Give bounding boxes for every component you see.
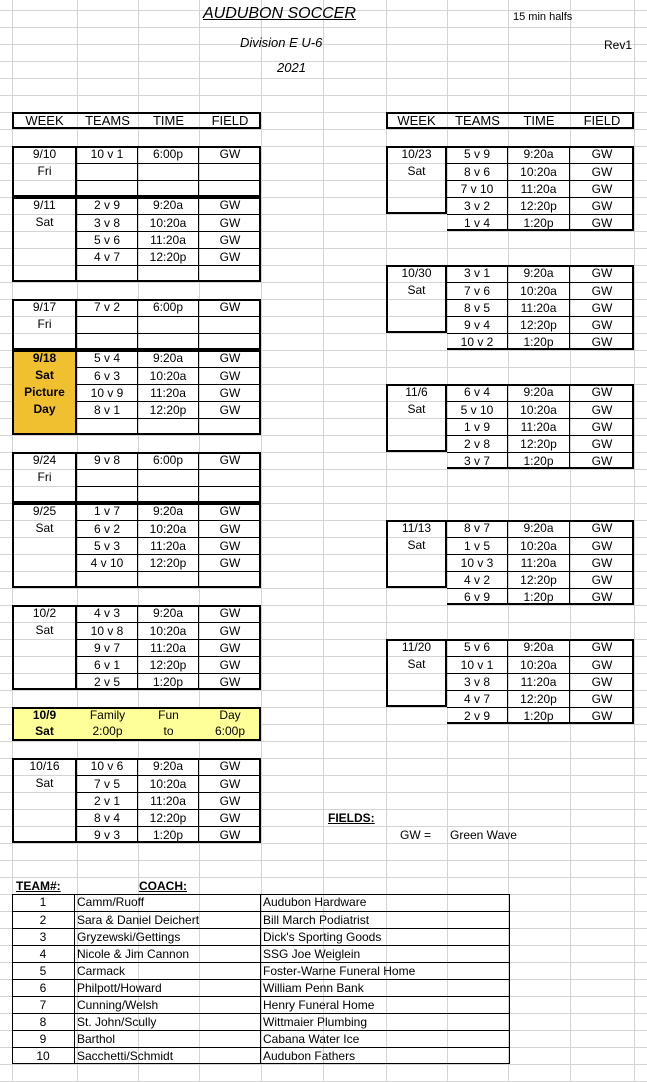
right-11-6-game-time: 10:20a <box>508 401 570 418</box>
team-coach: Cunning/Welsh <box>75 996 261 1013</box>
right-11-13-game-teams: 4 v 2 <box>447 571 508 588</box>
left-9-25-game-teams: 6 v 2 <box>77 520 138 537</box>
right-10-30-week-day: Sat <box>407 283 426 297</box>
right-10-30-game-teams: 7 v 6 <box>447 282 508 299</box>
left-9-17-week-date: 9/17 <box>32 300 57 314</box>
left-9-24-game-time <box>138 486 199 503</box>
left-10-16-game-time: 11:20a <box>138 792 199 809</box>
right-11-13-game-teams: 8 v 7 <box>447 520 508 537</box>
right-10-30-game-teams: 8 v 5 <box>447 299 508 316</box>
right-11-20-week-date: 11/20 <box>401 640 432 654</box>
right-10-30-game-field: GW <box>570 316 634 333</box>
right-11-6-game-field: GW <box>570 418 634 435</box>
family-day-c4: 2:00p <box>92 724 123 738</box>
left-10-2-game-teams: 10 v 8 <box>77 622 138 639</box>
left-9-25-week-date: 9/25 <box>32 504 57 518</box>
left-9-11-game-teams <box>77 265 138 282</box>
left-9-10-game-teams <box>77 163 138 180</box>
left-10-16-week-date: 10/16 <box>29 759 60 773</box>
left-9-25-game-teams: 1 v 7 <box>77 503 138 520</box>
right-11-13-game-time: 11:20a <box>508 554 570 571</box>
left-9-25-week-day: Sat <box>35 521 54 535</box>
right-11-20-game-time: 1:20p <box>508 707 570 724</box>
right-11-20-game-teams: 4 v 7 <box>447 690 508 707</box>
left-header-time: TIME <box>152 113 185 128</box>
right-11-6-game-field: GW <box>570 452 634 469</box>
left-9-18-game-time: 9:20a <box>138 350 199 367</box>
right-10-30-game-time: 12:20p <box>508 316 570 333</box>
team-number: 1 <box>12 894 75 911</box>
left-10-2-game-time: 11:20a <box>138 639 199 656</box>
left-9-24-game-teams: 9 v 8 <box>77 452 138 469</box>
left-9-11-week-day: Sat <box>35 215 54 229</box>
left-9-17-game-time <box>138 316 199 333</box>
left-9-10-game-teams <box>77 180 138 197</box>
right-11-20-game-time: 11:20a <box>508 673 570 690</box>
left-9-25-game-time: 11:20a <box>138 537 199 554</box>
right-11-6-game-time: 12:20p <box>508 435 570 452</box>
left-10-2-game-field: GW <box>199 622 261 639</box>
right-10-30-game-field: GW <box>591 266 613 280</box>
right-11-6-game-time: 11:20a <box>508 418 570 435</box>
revision-label: Rev1 <box>604 38 633 52</box>
family-day-c2: Fun <box>158 708 179 722</box>
right-11-20-game-field: GW <box>570 673 634 690</box>
left-9-11-game-teams: 5 v 6 <box>77 231 138 248</box>
left-header-teams: TEAMS <box>85 113 130 128</box>
family-day-c3: Day <box>219 708 241 722</box>
team-number: 4 <box>12 945 75 962</box>
left-10-16-week-day: Sat <box>35 776 54 790</box>
team-number: 7 <box>12 996 75 1013</box>
left-9-10-game-time: 6:00p <box>138 146 199 163</box>
right-11-6-game-teams: 1 v 9 <box>447 418 508 435</box>
left-10-2-game-time: 9:20a <box>138 605 199 622</box>
right-11-6-game-field: GW <box>591 385 613 399</box>
left-10-16-game-teams: 7 v 5 <box>77 775 138 792</box>
right-10-23-game-time: 11:20a <box>508 180 570 197</box>
left-9-10-game-field <box>199 163 261 180</box>
left-9-11-week-date: 9/11 <box>33 198 56 212</box>
right-11-13-week-date: 11/13 <box>401 521 432 535</box>
right-10-23-game-teams: 5 v 9 <box>447 146 508 163</box>
right-10-23-game-teams: 3 v 2 <box>447 197 508 214</box>
left-10-16-game-teams: 9 v 3 <box>77 826 138 843</box>
team-number-header: TEAM#: <box>16 879 61 893</box>
team-coach: Nicole & Jim Cannon <box>75 945 261 962</box>
left-9-18-game-teams: 5 v 4 <box>77 350 138 367</box>
left-10-2-game-teams: 2 v 5 <box>77 673 138 690</box>
right-11-13-game-field: GW <box>570 554 634 571</box>
team-coach: Carmack <box>75 962 261 979</box>
team-coach: Sacchetti/Schmidt <box>75 1047 261 1064</box>
right-11-20-game-time: 10:20a <box>508 656 570 673</box>
right-10-30-game-field: GW <box>570 299 634 316</box>
team-number: 3 <box>12 928 75 945</box>
right-10-23-game-time: 9:20a <box>508 146 570 163</box>
right-11-13-game-time: 12:20p <box>508 571 570 588</box>
left-9-10-week-date: 9/10 <box>32 147 57 161</box>
left-9-18-week-date: 9/18 <box>32 351 57 365</box>
left-9-18-game-field: GW <box>199 384 261 401</box>
division-label: Division E U-6 <box>240 35 323 50</box>
left-10-16-game-field: GW <box>199 809 261 826</box>
left-9-25-game-time: 10:20a <box>138 520 199 537</box>
team-coach: St. John/Scully <box>75 1013 261 1030</box>
left-9-10-game-field: GW <box>219 147 241 161</box>
left-9-11-game-field: GW <box>199 231 261 248</box>
left-9-10-game-field <box>199 180 261 197</box>
team-sponsor: SSG Joe Weiglein <box>261 945 510 962</box>
team-sponsor: Wittmaier Plumbing <box>261 1013 510 1030</box>
left-9-11-game-time: 9:20a <box>138 197 199 214</box>
left-9-11-game-teams: 3 v 8 <box>77 214 138 231</box>
right-11-13-game-field: GW <box>591 521 613 535</box>
left-10-2-game-field: GW <box>199 673 261 690</box>
family-day-date: 10/9 <box>32 708 57 722</box>
left-10-16-game-field: GW <box>199 826 261 843</box>
left-10-2-game-time: 10:20a <box>138 622 199 639</box>
field-name: Green Wave <box>450 828 517 842</box>
right-10-23-game-teams: 7 v 10 <box>447 180 508 197</box>
left-9-17-game-field <box>199 316 261 333</box>
right-11-20-game-teams: 2 v 9 <box>447 707 508 724</box>
left-10-16-game-time: 1:20p <box>138 826 199 843</box>
team-sponsor: Audubon Fathers <box>261 1047 510 1064</box>
right-11-13-game-time: 9:20a <box>508 520 570 537</box>
left-9-11-game-time: 12:20p <box>138 248 199 265</box>
left-9-18-game-time: 10:20a <box>138 367 199 384</box>
left-9-18-game-teams: 10 v 9 <box>77 384 138 401</box>
left-9-18-game-time: 11:20a <box>138 384 199 401</box>
left-9-18-game-teams <box>77 418 138 435</box>
team-sponsor: Bill March Podiatrist <box>261 911 510 928</box>
team-sponsor: William Penn Bank <box>261 979 510 996</box>
left-9-17-game-teams <box>77 316 138 333</box>
right-10-30-game-teams: 3 v 1 <box>447 265 508 282</box>
left-9-25-game-teams: 5 v 3 <box>77 537 138 554</box>
right-11-20-game-field: GW <box>570 690 634 707</box>
halves-note: 15 min halfs <box>513 11 573 23</box>
right-11-13-week-day: Sat <box>407 538 426 552</box>
team-sponsor: Cabana Water Ice <box>261 1030 510 1047</box>
right-11-6-week-day: Sat <box>407 402 426 416</box>
left-9-25-game-field: GW <box>199 520 261 537</box>
right-header-time: TIME <box>523 113 555 128</box>
left-10-16-game-field: GW <box>199 792 261 809</box>
left-9-17-game-field: GW <box>219 300 241 314</box>
left-10-2-game-field: GW <box>199 639 261 656</box>
left-10-2-game-teams: 9 v 7 <box>77 639 138 656</box>
left-9-25-game-teams <box>77 571 138 588</box>
left-10-16-game-teams: 2 v 1 <box>77 792 138 809</box>
left-9-17-game-teams <box>77 333 138 350</box>
left-9-11-game-teams: 4 v 7 <box>77 248 138 265</box>
left-9-10-game-time <box>138 180 199 197</box>
left-9-18-week-note-line-2: Day <box>33 402 56 416</box>
left-9-25-game-time: 9:20a <box>138 503 199 520</box>
left-10-16-game-time: 12:20p <box>138 809 199 826</box>
left-9-18-week-note-line-1: Picture <box>24 385 65 399</box>
family-day-c1: Family <box>89 708 126 722</box>
team-coach: Gryzewski/Gettings <box>75 928 261 945</box>
family-day-c5: to <box>163 724 174 738</box>
right-11-6-game-teams: 5 v 10 <box>447 401 508 418</box>
left-9-24-week-date: 9/24 <box>32 453 57 467</box>
right-11-6-game-teams: 2 v 8 <box>447 435 508 452</box>
left-10-2-game-field: GW <box>219 606 241 620</box>
right-11-20-game-field: GW <box>570 656 634 673</box>
right-10-23-week-day: Sat <box>407 164 426 178</box>
left-9-11-game-field: GW <box>219 198 241 212</box>
team-sponsor: Foster-Warne Funeral Home <box>261 962 510 979</box>
left-9-11-game-field <box>199 265 261 282</box>
right-11-6-game-teams: 3 v 7 <box>447 452 508 469</box>
right-header-teams: TEAMS <box>455 113 500 128</box>
left-9-18-week-day: Sat <box>35 368 54 382</box>
left-10-2-game-teams: 4 v 3 <box>77 605 138 622</box>
right-11-6-game-teams: 6 v 4 <box>447 384 508 401</box>
left-9-25-game-teams: 4 v 10 <box>77 554 138 571</box>
left-10-2-week-date: 10/2 <box>32 606 57 620</box>
left-9-10-game-time <box>138 163 199 180</box>
team-number: 10 <box>12 1047 75 1064</box>
team-sponsor: Audubon Hardware <box>263 895 367 909</box>
left-9-25-game-field: GW <box>199 537 261 554</box>
left-9-25-game-field: GW <box>199 554 261 571</box>
left-10-2-game-time: 12:20p <box>138 656 199 673</box>
left-9-24-game-time <box>138 469 199 486</box>
right-header-week: WEEK <box>397 113 436 128</box>
left-9-24-game-teams <box>77 469 138 486</box>
left-9-11-game-time <box>138 265 199 282</box>
left-9-24-game-field <box>199 486 261 503</box>
left-10-16-game-time: 10:20a <box>138 775 199 792</box>
left-9-10-week-day: Fri <box>37 164 52 178</box>
right-10-23-game-time: 10:20a <box>508 163 570 180</box>
left-9-17-game-time <box>138 333 199 350</box>
year-label: 2021 <box>277 60 306 75</box>
team-sponsor: Henry Funeral Home <box>261 996 510 1013</box>
field-code: GW = <box>400 828 432 842</box>
left-9-24-game-field: GW <box>219 453 241 467</box>
left-10-2-game-field: GW <box>199 656 261 673</box>
family-day-day: Sat <box>35 724 54 738</box>
right-11-6-game-time: 9:20a <box>508 384 570 401</box>
right-10-23-game-field: GW <box>570 180 634 197</box>
left-9-24-game-time: 6:00p <box>138 452 199 469</box>
left-10-2-week-day: Sat <box>35 623 54 637</box>
right-11-13-game-field: GW <box>570 571 634 588</box>
family-day-c6: 6:00p <box>214 724 246 738</box>
left-header-week: WEEK <box>25 113 64 128</box>
left-9-24-week-day: Fri <box>37 470 52 484</box>
right-11-6-game-field: GW <box>570 401 634 418</box>
right-11-6-game-field: GW <box>570 435 634 452</box>
right-10-23-game-field: GW <box>591 147 613 161</box>
left-10-16-game-teams: 10 v 6 <box>77 758 138 775</box>
left-9-18-game-teams: 8 v 1 <box>77 401 138 418</box>
right-11-20-week-day: Sat <box>407 657 426 671</box>
team-sponsor: Dick's Sporting Goods <box>261 928 510 945</box>
right-11-20-game-teams: 3 v 8 <box>447 673 508 690</box>
right-11-13-game-time: 1:20p <box>508 588 570 605</box>
page-title: AUDUBON SOCCER <box>203 5 356 22</box>
right-11-20-game-time: 12:20p <box>508 690 570 707</box>
right-10-23-game-teams: 8 v 6 <box>447 163 508 180</box>
left-9-17-game-teams: 7 v 2 <box>77 299 138 316</box>
left-9-25-game-time <box>138 571 199 588</box>
left-9-11-game-time: 11:20a <box>138 231 199 248</box>
left-10-16-game-time: 9:20a <box>138 758 199 775</box>
left-9-18-game-time: 12:20p <box>138 401 199 418</box>
left-10-16-game-teams: 8 v 4 <box>77 809 138 826</box>
left-9-25-game-field <box>199 571 261 588</box>
team-coach: Sara & Daniel Deichert <box>75 911 261 928</box>
left-10-16-game-field: GW <box>219 759 241 773</box>
team-number: 9 <box>12 1030 75 1047</box>
right-10-23-game-field: GW <box>570 163 634 180</box>
right-11-13-game-time: 10:20a <box>508 537 570 554</box>
right-10-30-game-field: GW <box>570 282 634 299</box>
right-10-23-game-time: 12:20p <box>508 197 570 214</box>
right-11-20-game-time: 9:20a <box>508 639 570 656</box>
left-9-17-game-field <box>199 333 261 350</box>
right-10-30-game-teams: 9 v 4 <box>447 316 508 333</box>
team-coach: Barthol <box>75 1030 261 1047</box>
coach-header: COACH: <box>139 879 187 893</box>
left-header-field: FIELD <box>211 113 249 128</box>
left-10-2-game-teams: 6 v 1 <box>77 656 138 673</box>
right-11-13-game-field: GW <box>570 588 634 605</box>
right-header-field: FIELD <box>583 113 621 128</box>
right-10-30-week-date: 10/30 <box>401 266 432 280</box>
right-11-13-game-field: GW <box>570 537 634 554</box>
team-number: 8 <box>12 1013 75 1030</box>
right-11-20-game-field: GW <box>570 707 634 724</box>
left-9-18-game-field: GW <box>219 351 241 365</box>
right-10-23-week-date: 10/23 <box>401 147 432 161</box>
right-11-20-game-field: GW <box>591 640 613 654</box>
right-10-30-game-time: 11:20a <box>508 299 570 316</box>
left-9-24-game-field <box>199 469 261 486</box>
right-11-6-game-time: 1:20p <box>508 452 570 469</box>
team-coach: Camm/Ruoff <box>75 894 261 911</box>
left-10-16-game-field: GW <box>199 775 261 792</box>
left-9-17-game-time: 6:00p <box>138 299 199 316</box>
team-number: 6 <box>12 979 75 996</box>
right-10-30-game-time: 10:20a <box>508 282 570 299</box>
left-9-10-game-teams: 10 v 1 <box>77 146 138 163</box>
right-11-20-game-teams: 5 v 6 <box>447 639 508 656</box>
team-number: 2 <box>12 911 75 928</box>
right-10-30-game-time: 1:20p <box>508 333 570 350</box>
right-11-20-game-teams: 10 v 1 <box>447 656 508 673</box>
fields-label: FIELDS: <box>328 811 375 825</box>
right-10-30-game-time: 9:20a <box>508 265 570 282</box>
left-9-11-game-teams: 2 v 9 <box>77 197 138 214</box>
right-10-30-game-teams: 10 v 2 <box>447 333 508 350</box>
team-number: 5 <box>12 962 75 979</box>
team-coach: Philpott/Howard <box>75 979 261 996</box>
left-9-17-week-day: Fri <box>37 317 52 331</box>
left-9-11-game-time: 10:20a <box>138 214 199 231</box>
left-9-11-game-field: GW <box>199 214 261 231</box>
left-9-18-game-field: GW <box>199 367 261 384</box>
left-9-18-game-field <box>199 418 261 435</box>
right-10-23-game-field: GW <box>570 197 634 214</box>
left-9-18-game-teams: 6 v 3 <box>77 367 138 384</box>
left-9-24-game-teams <box>77 486 138 503</box>
left-9-25-game-field: GW <box>219 504 241 518</box>
right-10-30-game-field: GW <box>570 333 634 350</box>
left-9-11-game-field: GW <box>199 248 261 265</box>
left-10-2-game-time: 1:20p <box>138 673 199 690</box>
right-10-23-game-teams: 1 v 4 <box>447 214 508 231</box>
right-11-13-game-teams: 10 v 3 <box>447 554 508 571</box>
left-9-25-game-time: 12:20p <box>138 554 199 571</box>
right-11-13-game-teams: 1 v 5 <box>447 537 508 554</box>
right-10-23-game-field: GW <box>570 214 634 231</box>
right-10-23-game-time: 1:20p <box>508 214 570 231</box>
right-11-13-game-teams: 6 v 9 <box>447 588 508 605</box>
left-9-18-game-field: GW <box>199 401 261 418</box>
left-9-18-game-time <box>138 418 199 435</box>
right-11-6-week-date: 11/6 <box>405 385 428 399</box>
